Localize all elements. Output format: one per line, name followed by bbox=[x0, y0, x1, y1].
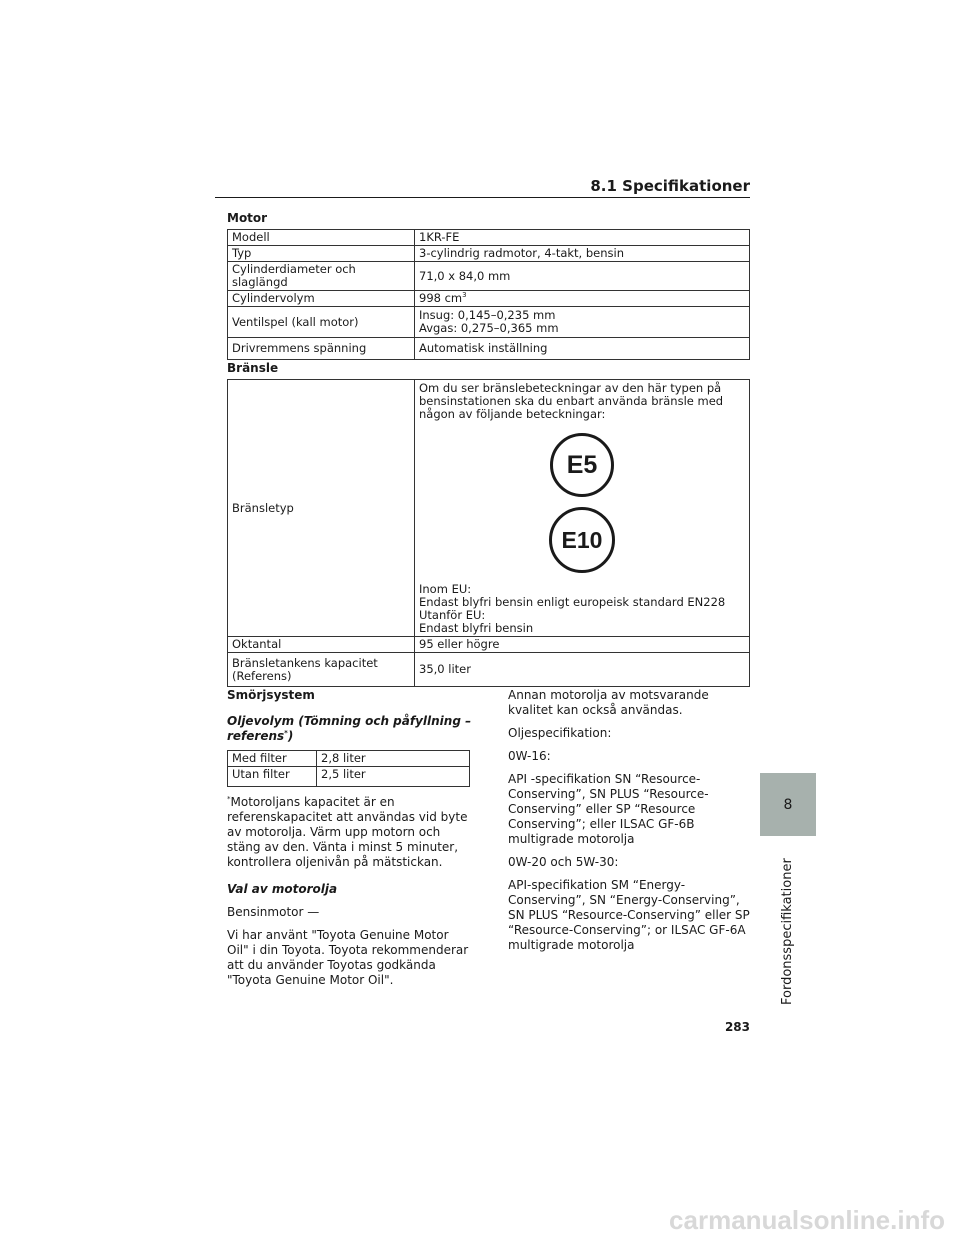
e5-fuel-badge: E5 bbox=[550, 433, 614, 497]
table-cell: Cylindervolym bbox=[228, 291, 415, 307]
oil-volume-heading-line: Oljevolym (Tömning och påfyllning – bbox=[227, 714, 472, 728]
footnote-paragraph bbox=[227, 795, 472, 988]
fuel-note: Endast blyfri bensin enligt europeisk standard EN228 bbox=[419, 595, 726, 609]
fuel-table bbox=[227, 379, 750, 687]
table-row bbox=[228, 767, 470, 787]
table-row bbox=[228, 246, 750, 262]
table-cell: Ventilspel (kall motor) bbox=[228, 307, 415, 338]
table-cell: Modell bbox=[228, 230, 415, 246]
table-cell: 35,0 liter bbox=[415, 653, 750, 687]
table-row bbox=[228, 291, 750, 307]
paragraph: Annan motorolja av motsvarande kvalitet kan också användas. bbox=[508, 688, 709, 717]
exhaust-clearance: Avgas: 0,275–0,365 mm bbox=[419, 321, 559, 335]
paragraph: API-specifikation SM “Energy-Conserving”, SN “Energy-Conserving”, SN PLUS “Resource-Conserving” eller SP “Resource-Conserving”; or ILSAC GF-6A multigrade motorolja bbox=[508, 878, 750, 952]
fuel-note: Utanför EU: bbox=[419, 608, 486, 622]
displacement-value: 998 cm bbox=[419, 291, 463, 305]
table-cell: Drivremmens spänning bbox=[228, 338, 415, 360]
header-divider bbox=[215, 197, 750, 198]
table-row bbox=[228, 380, 750, 637]
chapter-label: Fordonsspecifikationer bbox=[780, 858, 795, 1005]
table-cell: 1KR-FE bbox=[415, 230, 750, 246]
table-row bbox=[228, 230, 750, 246]
table-row bbox=[228, 751, 470, 767]
motor-table bbox=[227, 229, 750, 360]
lubrication-heading: Smörjsystem bbox=[227, 688, 315, 702]
table-cell bbox=[415, 291, 750, 307]
table-cell: 3-cylindrig radmotor, 4-takt, bensin bbox=[415, 246, 750, 262]
table-cell: 2,8 liter bbox=[317, 751, 470, 767]
paragraph: Bensinmotor — bbox=[227, 905, 320, 919]
chapter-number: 8 bbox=[783, 797, 793, 813]
paragraph: 0W-20 och 5W-30: bbox=[508, 855, 619, 869]
table-row bbox=[228, 637, 750, 653]
table-cell: Typ bbox=[228, 246, 415, 262]
oil-volume-heading-line bbox=[227, 729, 472, 744]
table-cell: Med filter bbox=[228, 751, 317, 767]
footnote-marker: * bbox=[284, 729, 288, 737]
table-row bbox=[228, 262, 750, 291]
paragraph: Vi har använt "Toyota Genuine Motor Oil" i din Toyota. Toyota rekommenderar att du använder Toyotas godkända "Toyota Genuine Motor Oil". bbox=[227, 928, 469, 987]
paragraph: 0W-16: bbox=[508, 749, 551, 763]
table-cell bbox=[415, 307, 750, 338]
table-row bbox=[228, 307, 750, 338]
table-cell: Oktantal bbox=[228, 637, 415, 653]
motor-heading: Motor bbox=[227, 211, 268, 225]
section-header: 8.1 Specifikationer bbox=[590, 177, 750, 195]
intake-clearance: Insug: 0,145–0,235 mm bbox=[419, 308, 556, 322]
footnote-marker: * bbox=[227, 795, 231, 803]
table-row bbox=[228, 653, 750, 687]
footnote-text: Motoroljans kapacitet är en referenskapacitet att användas vid byte av motorolja. Värm upp motorn och stäng av den. Vänta i minst 5 minuter, kontrollera oljenivån på mätstickan. bbox=[227, 795, 468, 869]
oil-volume-heading-text: referens bbox=[227, 729, 285, 743]
paragraph: API -specifikation SN “Resource-Conserving”, SN PLUS “Resource-Conserving” eller SP “Resource Conserving”; eller ILSAC GF-6B multigrade motorolja bbox=[508, 772, 709, 846]
watermark: carmanualsonline.info bbox=[669, 1205, 945, 1235]
table-row bbox=[228, 338, 750, 360]
tank-label: Bränsletankens kapacitet bbox=[232, 655, 378, 670]
oil-volume-heading bbox=[227, 714, 472, 744]
tank-label-reference: (Referens) bbox=[232, 668, 292, 683]
table-cell: 71,0 x 84,0 mm bbox=[415, 262, 750, 291]
page-number: 283 bbox=[724, 1020, 750, 1034]
oil-volume-table bbox=[227, 750, 470, 787]
fuel-intro: Om du ser bränslebeteckningar av den här typen på bensinstationen ska du enbart använda bränsle med någon av följande beteckningar: bbox=[419, 381, 724, 421]
oil-choice-heading: Val av motorolja bbox=[227, 882, 338, 896]
table-cell: Automatisk inställning bbox=[415, 338, 750, 360]
table-cell: 2,5 liter bbox=[317, 767, 470, 787]
lubrication-left-column bbox=[227, 688, 472, 996]
paragraph: Oljespecifikation: bbox=[508, 726, 612, 740]
table-cell: 95 eller högre bbox=[415, 637, 750, 653]
superscript: 3 bbox=[462, 291, 467, 300]
fuel-note: Endast blyfri bensin bbox=[419, 621, 534, 635]
oil-volume-heading-text: ) bbox=[287, 729, 294, 743]
table-cell bbox=[228, 653, 415, 687]
table-cell: Cylinderdiameter och slaglängd bbox=[228, 262, 415, 291]
lubrication-right-column bbox=[508, 688, 750, 961]
table-cell: Bränsletyp bbox=[228, 380, 415, 637]
fuel-heading: Bränsle bbox=[227, 361, 279, 375]
table-cell bbox=[415, 380, 750, 637]
fuel-note: Inom EU: bbox=[419, 582, 472, 596]
e10-fuel-badge: E10 bbox=[549, 507, 615, 573]
table-cell: Utan filter bbox=[228, 767, 317, 787]
